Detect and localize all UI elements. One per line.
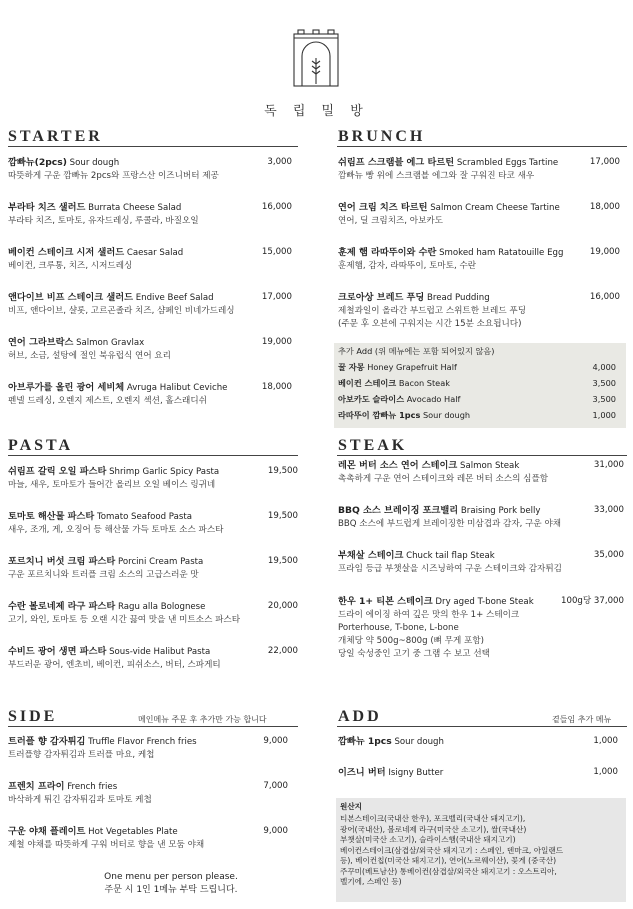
origin-line: 티본스테이크(국내산 한우), 포크벨리(국내산 돼지고기), [340,814,526,823]
origin-lines [340,814,624,888]
item-price: 31,000 [593,460,624,470]
origin-title: 원산지 [340,802,363,811]
item-name-ko: 부라타 치즈 샐러드 [8,202,86,213]
item-desc: 드라이 에이징 하여 깊은 맛의 한우 1+ 스테이크 [338,610,520,620]
item-name-en: Porcini Cream Pasta [117,557,204,567]
item-name-en: Salmon Steak [460,461,520,471]
item-price: 19,500 [267,556,298,566]
item-name-ko: 부채살 스테이크 [338,550,404,561]
origin-line: 광어(국내산), 볼로네제 라구(미국산 소고기), 쌀(국내산) [340,824,527,834]
item-name-en: Truffle Flavor French fries [88,737,197,747]
menu-item [338,595,624,661]
item-name-ko: 깜빠뉴(2pcs) [8,157,67,168]
section-rule [8,726,298,727]
addon-header: 추가 Add (위 메뉴에는 포함 되어있지 않음) [338,346,495,356]
menu-item [338,766,618,780]
menu-item [8,825,288,852]
item-desc: 훈제햄, 감자, 라따뚜이, 토마토, 수란 [338,261,477,271]
item-name-en: Sour dough [422,410,471,420]
item-desc: 제철 야채를 따뜻하게 구워 버터로 향을 낸 모둠 야채 [8,840,205,850]
add-note: 곁들임 추가 메뉴 [552,715,612,724]
item-name-ko: 연어 크림 치즈 타르틴 [338,202,428,213]
item-desc: 비프, 앤다이브, 샬롯, 고르곤졸라 치즈, 샴페인 비네가드레싱 [8,306,235,316]
section-title-brunch: BRUNCH [338,128,426,145]
item-price: 100g당 37,000 [561,596,624,606]
item-price: 35,000 [593,550,624,560]
item-price: 1,000 [593,767,618,777]
item-desc: 새우, 조개, 게, 오징어 등 해산물 가득 토마토 소스 파스타 [8,525,224,535]
item-price: 17,000 [589,157,620,167]
item-price: 22,000 [267,646,298,656]
menu-item [338,291,620,331]
item-desc: 바삭하게 튀긴 감자튀김과 토마토 케첩 [8,795,152,805]
item-desc: BBQ 소스에 부드럽게 브레이징한 미삼겹과 감자, 구운 야채 [338,519,562,529]
footer-line-ko: 주문 시 1인 1메뉴 부탁 드립니다. [104,885,238,895]
origin-line: 등), 베이컨칩(미국산 돼지고기), 연어(노르웨이산), 꽃게 (중국산) [340,856,557,865]
item-name-ko: 한우 1+ 티본 스테이크 [338,596,433,607]
item-name-en: Dry aged T-bone Steak [435,597,534,607]
section-title-starter: STARTER [8,128,103,145]
item-desc: 펜넬 드레싱, 오렌지 제스트, 오렌지 섹션, 홀스래디쉬 [8,396,207,406]
item-name-en: Sous-vide Halibut Pasta [109,647,211,657]
item-name-ko: 프렌치 프라이 [8,781,65,792]
menu-item [8,336,292,363]
menu-item [8,246,292,273]
menu-item [8,510,298,537]
addon-price: 3,500 [592,378,616,388]
item-name-ko: 쉬림프 스크램블 에그 타르틴 [338,157,455,168]
item-price: 19,000 [589,247,620,257]
addon-box [334,343,626,428]
addon-item [338,410,470,421]
item-name-ko: 포르치니 버섯 크림 파스타 [8,556,116,567]
item-desc: 따뜻하게 구운 깜빠뉴 2pcs와 프랑스산 이즈니버터 제공 [8,171,219,181]
menu-item [8,735,288,762]
item-name-ko: BBQ 소스 브레이징 포크밸리 [338,505,459,516]
item-desc: 마늘, 새우, 토마토가 들어간 올리브 오일 베이스 링귀네 [8,480,216,490]
brand-name: 독 립 밀 방 [264,104,369,119]
item-name-en: Ragu alla Bolognese [117,602,206,612]
item-name-ko: 깜빠뉴 1pcs [338,736,392,747]
section-title-add: ADD [338,708,382,725]
menu-item [338,459,624,486]
section-rule [337,455,627,456]
item-desc-note: (주문 후 오븐에 구워지는 시간 15분 소요됩니다) [338,319,522,329]
item-name-en: French fries [67,782,118,792]
item-name-en: Sour dough [394,737,444,747]
origin-box [336,798,626,902]
menu-item [8,555,298,582]
item-price: 17,000 [261,292,292,302]
item-desc: 프라임 등급 부챗살을 시즈닝하여 구운 스테이크와 감자튀김 [338,564,562,574]
item-name-en: Isigny Butter [388,768,444,778]
menu-item [8,780,288,807]
section-rule [337,146,627,147]
item-desc-cuts: Porterhouse, T-bone, L-bone [338,623,459,633]
item-name-en: Salmon Gravlax [76,338,145,348]
item-price: 18,000 [261,382,292,392]
item-name-en: Smoked ham Ratatouille Egg [439,248,564,258]
item-desc: 깜빠뉴 빵 위에 스크램블 에그와 잘 구워진 타코 새우 [338,171,535,181]
menu-item [338,504,624,531]
menu-item [8,201,292,228]
item-desc: 연어, 딜 크림치즈, 아보카도 [338,216,443,226]
footer-line-en: One menu per person please. [104,872,238,882]
menu-item [338,549,624,576]
menu-item [338,156,620,183]
item-price: 19,500 [267,466,298,476]
footer [40,871,302,897]
addon-item [338,378,450,389]
item-name-ko: 크로아상 브레드 푸딩 [338,292,425,303]
item-name-ko: 베이컨 스테이크 시저 샐러드 [8,247,125,258]
item-name-ko: 구운 야채 플레이트 [8,826,86,837]
item-name-ko: 아브루가를 올린 광어 세비체 [8,382,125,393]
origin-line: 주꾸미(베트남산) 통베이컨(삼겹살/외국산 돼지고기 : 오스트리아, [340,866,557,876]
addon-item [338,394,460,405]
item-name-en: Bread Pudding [427,293,490,303]
addon-item [338,362,457,373]
item-price: 16,000 [261,202,292,212]
section-title-steak: STEAK [338,437,408,454]
origin-line: 부챗살(미국산 소고기), 슬라이스햄(국내산 돼지고기) [340,835,516,844]
item-name-en: Burrata Cheese Salad [88,203,182,213]
addon-price: 4,000 [592,362,616,372]
item-name-ko: 레몬 버터 소스 연어 스테이크 [338,460,458,471]
menu-item [8,465,298,492]
item-desc-weight: 개체당 약 500g~800g (뼈 무게 포함) [338,636,484,646]
item-desc: 부라타 치즈, 토마토, 유자드레싱, 루콜라, 바질오일 [8,216,199,226]
item-price: 18,000 [589,202,620,212]
origin-line: 벨기에, 스페인 등) [340,877,402,886]
item-name-ko: 수비드 광어 생면 파스타 [8,646,107,657]
addon-price: 1,000 [592,410,616,420]
menu-item [8,291,292,318]
item-name-en: Scrambled Eggs Tartine [456,158,559,168]
menu-item [338,246,620,273]
item-price: 20,000 [267,601,298,611]
item-name-en: Avruga Halibut Ceviche [126,383,228,393]
addon-price: 3,500 [592,394,616,404]
menu-item [8,381,292,408]
item-name-en: Tomato Seafood Pasta [97,512,192,522]
item-name-en: Chuck tail flap Steak [406,551,495,561]
section-title-side: SIDE [8,708,58,725]
item-name-ko: 훈제 햄 라따뚜이와 수란 [338,247,437,258]
item-name-ko: 베이컨 스테이크 [338,378,397,388]
item-name-en: Salmon Cream Cheese Tartine [430,203,560,213]
item-price: 9,000 [263,826,288,836]
item-name-ko: 토마토 해산물 파스타 [8,511,95,522]
item-price: 1,000 [593,736,618,746]
item-price: 33,000 [593,505,624,515]
bakery-gate-logo-icon [292,28,340,88]
item-name-en: Sour dough [69,158,120,168]
section-rule [337,726,627,727]
item-name-en: Braising Pork belly [460,506,541,516]
item-name-en: Hot Vegetables Plate [88,827,178,837]
item-name-ko: 아보카도 슬라이스 [338,394,405,404]
item-price: 15,000 [261,247,292,257]
item-desc: 베이컨, 크루통, 치즈, 시저드레싱 [8,261,133,271]
section-rule [8,455,298,456]
item-name-en: Honey Grapefruit Half [367,362,457,372]
item-price: 3,000 [267,157,292,167]
item-price: 19,500 [267,511,298,521]
item-name-en: Shrimp Garlic Spicy Pasta [109,467,220,477]
side-note: 메인메뉴 주문 후 추가만 가능 합니다 [138,715,267,724]
item-desc: 제철과일이 올라간 부드럽고 스위트한 브레드 푸딩 [338,306,526,316]
item-name-ko: 수란 볼로네제 라구 파스타 [8,601,116,612]
item-name-ko: 연어 그라브락스 [8,337,74,348]
item-desc: 트러플향 감자튀김과 트러플 마요, 케첩 [8,750,155,760]
item-desc-select: 당일 숙성중인 고기 중 그램 수 보고 선택 [338,649,490,659]
item-name-ko: 이즈니 버터 [338,767,386,778]
menu-item [338,735,618,749]
item-name-ko: 앤다이브 비프 스테이크 샐러드 [8,292,133,303]
menu-item [8,156,292,183]
item-desc: 구운 포르치니와 트러플 크림 소스의 고급스러운 맛 [8,570,199,580]
origin-line: 베이컨스테이크(삼겹살/외국산 돼지고기 : 스페인, 덴마크, 아일랜드 [340,845,564,855]
item-price: 19,000 [261,337,292,347]
menu-item [8,600,298,627]
item-desc: 촉촉하게 구운 연어 스테이크와 레몬 버터 소스의 심플함 [338,474,549,484]
item-price: 16,000 [589,292,620,302]
item-price: 7,000 [263,781,288,791]
item-desc: 허브, 소금, 설탕에 절인 북유럽식 연어 요리 [8,351,171,361]
item-name-en: Bacon Steak [398,378,450,388]
section-rule [8,146,298,147]
item-name-en: Endive Beef Salad [135,293,214,303]
item-name-ko: 꿀 자몽 [338,362,365,372]
item-desc: 부드러운 광어, 엔초비, 베이컨, 피쉬소스, 버터, 스파게티 [8,660,221,670]
menu-item [8,645,298,672]
item-name-en: Avocado Half [406,394,461,404]
item-desc: 고기, 와인, 토마토 등 오랜 시간 끓여 맛을 낸 미트소스 파스타 [8,615,241,625]
item-name-ko: 라따뚜이 깜빠뉴 1pcs [338,410,421,420]
item-name-en: Caesar Salad [126,248,184,258]
menu-item [338,201,620,228]
item-name-ko: 쉬림프 갈릭 오일 파스타 [8,466,107,477]
item-price: 9,000 [263,736,288,746]
item-name-ko: 트러플 향 감자튀김 [8,736,86,747]
section-title-pasta: PASTA [8,437,74,454]
